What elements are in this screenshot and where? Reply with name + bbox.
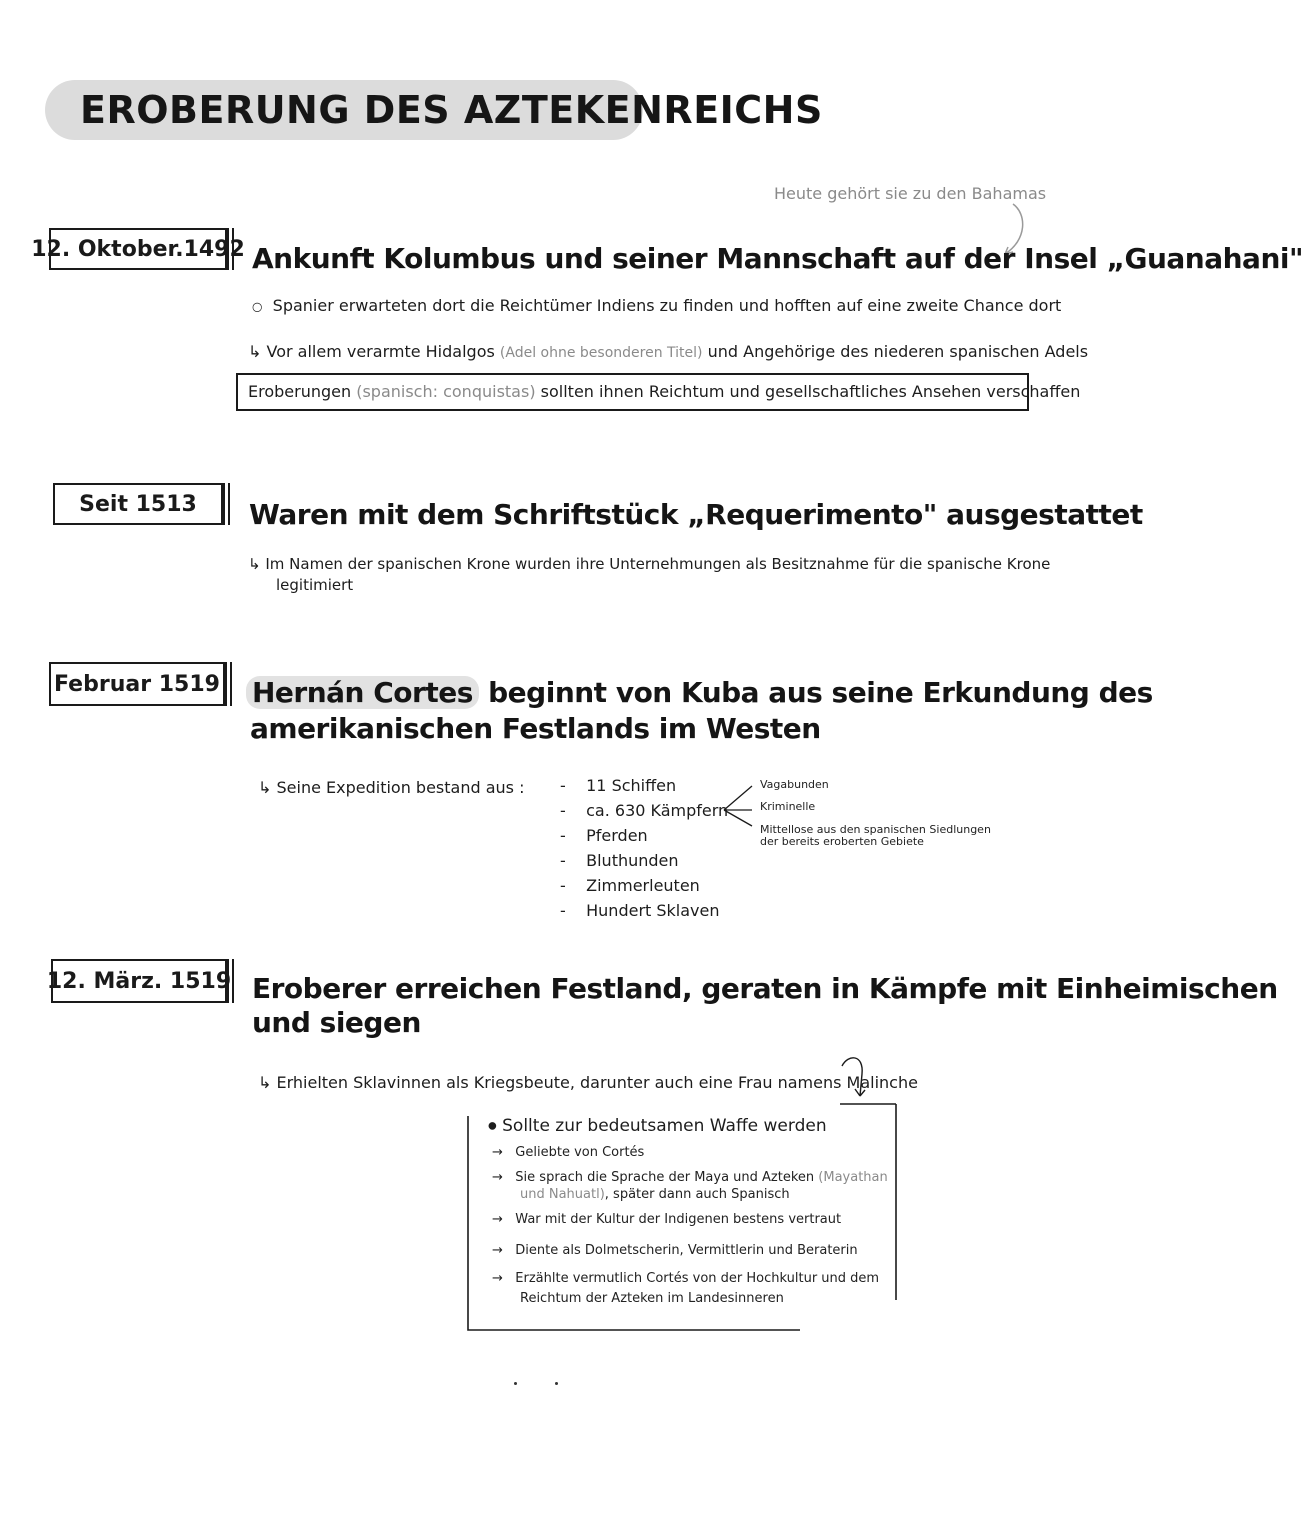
curved-down-arrow-icon [838,1052,878,1102]
arrow-line-1513: ↳ Im Namen der spanischen Krone wurden ihre Unternehmungen als Besitznahme für die spanische Krone [248,555,1051,573]
malinche-point-3: → War mit der Kultur der Indigenen bestens vertraut [492,1212,842,1227]
expedition-label: ↳ Seine Expedition bestand aus : [258,778,525,797]
malinche-point-5: → Erzählte vermutlich Cortés von der Hochkultur und dem [492,1271,880,1286]
malinche-point-2-cont: und Nahuatl), später dann auch Spanisch [520,1187,790,1202]
malinche-point-5-cont: Reichtum der Azteken im Landesinneren [520,1291,784,1306]
date-box-1519-mar: 12. März. 1519 [51,959,227,1003]
bahamas-note: Heute gehört sie zu den Bahamas [774,184,1047,203]
malinche-point-1: → Geliebte von Cortés [492,1145,645,1160]
conquest-text: Eroberungen (spanisch: conquistas) sollten ihnen Reichtum und gesellschaftliches Ansehen verschaffen [248,382,1081,401]
return-arrow-icon: ↳ [258,1073,272,1092]
malinche-heading: ● Sollte zur bedeutsamen Waffe werden [488,1116,827,1136]
stray-dot [514,1382,517,1385]
list-item: - ca. 630 Kämpfern [560,801,729,820]
heading-1519-feb: Hernán Cortes beginnt von Kuba aus seine Erkundung des [252,676,1153,709]
arrow-line-1492: ↳ Vor allem verarmte Hidalgos (Adel ohne besonderen Titel) und Angehörige des niederen spanischen Adels [248,342,1089,361]
heading-1519-mar-line2: und siegen [252,1006,421,1039]
date-box-1492: 12. Oktober.1492 [49,228,227,270]
arrow-line-malinche: ↳ Erhielten Sklavinnen als Kriegsbeute, darunter auch eine Frau namens Malinche [258,1073,918,1092]
cortes-highlight: Hernán Cortes [246,676,479,709]
list-item: - Bluthunden [560,851,679,870]
branch-lines-icon [722,780,758,830]
return-arrow-icon: ↳ [258,778,272,797]
list-item: - Zimmerleuten [560,876,700,895]
malinche-point-2: → Sie sprach die Sprache der Maya und Azteken (Mayathan [492,1170,888,1185]
list-item: - Pferden [560,826,648,845]
fighter-type-vagabonds: Vagabunden [760,778,829,791]
malinche-point-4: → Diente als Dolmetscherin, Vermittlerin und Beraterin [492,1243,858,1258]
list-item: - 11 Schiffen [560,776,677,795]
heading-1492: Ankunft Kolumbus und seiner Mannschaft auf der Insel „Guanahani" [252,242,1303,275]
list-item: - Hundert Sklaven [560,901,720,920]
date-box-1513: Seit 1513 [53,483,223,525]
date-box-1519-feb: Februar 1519 [49,662,225,706]
page-title: EROBERUNG DES AZTEKENREICHS [80,88,823,132]
return-arrow-icon: ↳ [248,342,262,361]
fighter-type-poor: Mittellose aus den spanischen Siedlungen der bereits eroberten Gebiete [760,823,991,848]
arrow-line-1513-cont: legitimiert [276,576,354,594]
fighter-type-criminals: Kriminelle [760,800,816,813]
expedition-list [560,776,728,926]
heading-1519-feb-line2: amerikanischen Festlands im Westen [250,712,821,745]
bullet-1492: ○ Spanier erwarteten dort die Reichtümer Indiens zu finden und hofften auf eine zweite Chance dort [252,296,1062,315]
stray-dot [555,1382,558,1385]
return-arrow-icon: ↳ [248,555,261,573]
heading-1519-mar: Eroberer erreichen Festland, geraten in Kämpfe mit Einheimischen [252,972,1278,1005]
heading-1513: Waren mit dem Schriftstück „Requerimento" ausgestattet [249,498,1143,531]
